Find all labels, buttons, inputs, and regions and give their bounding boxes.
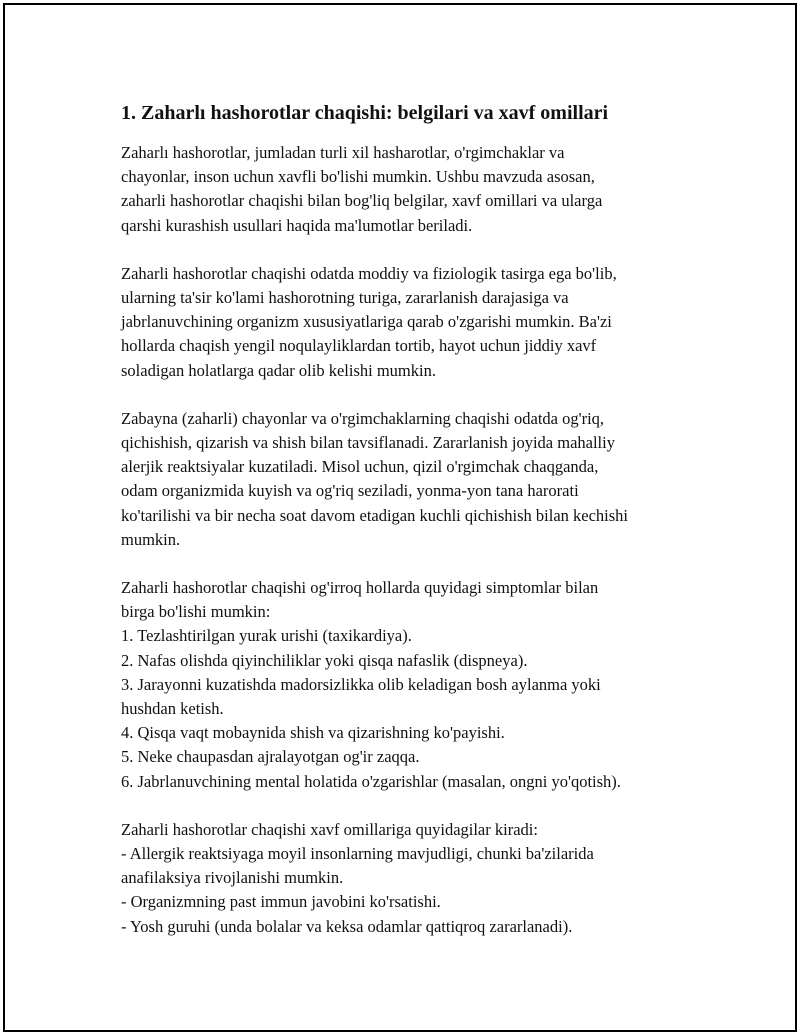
paragraph-scorpions-spiders bbox=[121, 407, 721, 552]
risk-factor-item: - Yosh guruhi (unda bolalar va keksa odamlar qattiqroq zararlanadi). bbox=[121, 916, 573, 936]
text-line: Zabayna (zaharli) chayonlar va o'rgimchaklarning chaqishi odatda og'riq, bbox=[121, 408, 605, 428]
symptom-list-item-continued: hushdan ketish. bbox=[121, 699, 224, 719]
symptom-list-item: 1. Tezlashtirilgan yurak urishi (taxikardiya). bbox=[121, 626, 412, 646]
text-line: soladigan holatlarga qadar olib kelishi mumkin. bbox=[121, 360, 436, 380]
risk-factor-item: - Organizmning past immun javobini ko'rsatishi. bbox=[121, 892, 441, 912]
paragraph-risk-factors bbox=[121, 818, 721, 939]
symptom-list-item: 4. Qisqa vaqt mobaynida shish va qizarishning ko'payishi. bbox=[121, 723, 505, 743]
text-line: mumkin. bbox=[121, 529, 181, 549]
text-line: ko'tarilishi va bir necha soat davom etadigan kuchli qichishish bilan kechishi bbox=[121, 505, 629, 525]
risk-factor-item: - Allergik reaktsiyaga moyil insonlarning mavjudligi, chunki ba'zilarida bbox=[121, 844, 594, 864]
text-line: birga bo'lishi mumkin: bbox=[121, 602, 271, 622]
symptom-list-item: 5. Neke chaupasdan ajralayotgan og'ir zaqqa. bbox=[121, 747, 420, 767]
text-line: hollarda chaqish yengil noqulayliklardan tortib, hayot uchun jiddiy xavf bbox=[121, 336, 597, 356]
text-line: Zaharli hashorotlar chaqishi og'irroq hollarda quyidagi simptomlar bilan bbox=[121, 578, 599, 598]
paragraph-symptoms bbox=[121, 576, 721, 794]
text-line: jabrlanuvchining organizm xususiyatlariga qarab o'zgarishi mumkin. Ba'zi bbox=[121, 312, 612, 332]
symptom-list-item: 2. Nafas olishda qiyinchiliklar yoki qisqa nafaslik (dispneya). bbox=[121, 650, 528, 670]
text-line: zaharli hashorotlar chaqishi bilan bog'liq belgilar, xavf omillari va ularga bbox=[121, 191, 603, 211]
text-line: qarshi kurashish usullari haqida ma'lumotlar beriladi. bbox=[121, 215, 473, 235]
paragraph-intro bbox=[121, 141, 721, 238]
text-line: Zaharli hashorotlar chaqishi odatda moddiy va fiziologik tasirga ega bo'lib, bbox=[121, 263, 617, 283]
text-line: Zaharli hashorotlar chaqishi xavf omillariga quyidagilar kiradi: bbox=[121, 819, 538, 839]
text-line: ularning ta'sir ko'lami hashorotning turiga, zararlanish darajasiga va bbox=[121, 288, 569, 308]
paragraph-effects bbox=[121, 262, 721, 383]
text-line: alerjik reaktsiyalar kuzatiladi. Misol uchun, qizil o'rgimchak chaqganda, bbox=[121, 457, 599, 477]
text-line: qichishish, qizarish va shish bilan tavsiflanadi. Zararlanish joyida mahalliy bbox=[121, 433, 615, 453]
text-line: Zaharlı hashorotlar, jumladan turli xil hasharotlar, o'rgimchaklar va bbox=[121, 143, 565, 162]
symptom-list-item: 3. Jarayonni kuzatishda madorsizlikka olib keladigan bosh aylanma yoki bbox=[121, 674, 601, 694]
symptom-list-item: 6. Jabrlanuvchining mental holatida o'zgarishlar (masalan, ongni yo'qotish). bbox=[121, 771, 621, 791]
text-line: chayonlar, inson uchun xavfli bo'lishi mumkin. Ushbu mavzuda asosan, bbox=[121, 167, 595, 187]
risk-factor-item-continued: anafilaksiya rivojlanishi mumkin. bbox=[121, 868, 344, 888]
text-line: odam organizmida kuyish va og'riq seziladi, yonma-yon tana harorati bbox=[121, 481, 579, 501]
document-title: 1. Zaharlı hashorotlar chaqishi: belgilari va xavf omillari bbox=[121, 102, 609, 124]
document-body bbox=[121, 99, 721, 963]
page-frame bbox=[3, 3, 797, 1032]
